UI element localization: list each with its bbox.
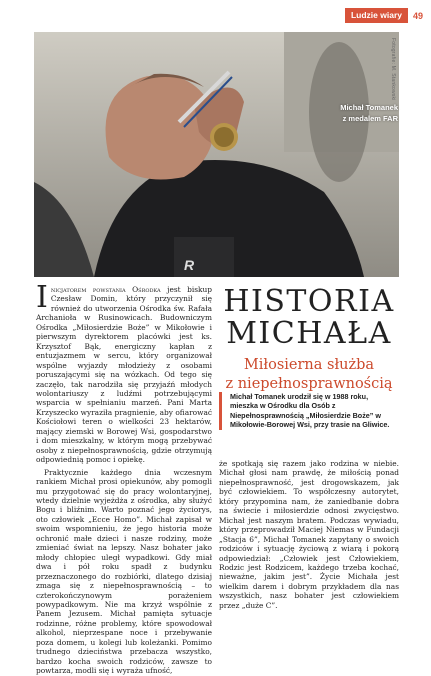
main-photo bbox=[34, 32, 399, 277]
photo-caption bbox=[308, 102, 398, 124]
pull-quote: Michał Tomanek urodził się w 1988 roku, mieszka w Ośrodku dla Osób z Niepełnosprawnością „Miłosierdzie Boże” w Mikołowie-Borowej Wsi, przy trasie na Gliwice. bbox=[219, 392, 397, 430]
paragraph-2: Praktycznie każdego dnia wczesnym rankiem Michał prosi opiekunów, aby pomogli mu przygotować się do pracy wolontaryjnej, wtedy dzielnie wyjeżdża z ośrodka, aby służyć Bogu i bliźnim. Warto poznać jego życiorys, oto człowiek „Ecce Homo”. Michał zapisał w swoim wspomnieniu, że jego historia może ochronić małe dzieci i nasze rodziny, może zmieniać świat na lepszy. Nasz bohater jako młody chłopiec uległ wypadkowi. Gdy miał dwa i pół roku spadł z budynku przeznaczonego do rozbiórki, dlatego dzisiaj zmaga się z niepełnosprawnością – to czterokończynowym porażeniem powypadkowym. Nie ma krzyż wspólnie z Panem Jezusem. Michał pamięta sytuacje rodzinne, różne problemy, które spowodował alkohol, nieprzespane noce i przebywanie poza domem, u kolegi lub koleżanki. Pomimo trudnego dzieciństwa przebacza wszystko, bardzo kocha swoich rodziców, zawsze to powtarza, modli się i wyraża ufność, bbox=[36, 467, 212, 676]
headline-subtitle-line-1: Miłosierna służba bbox=[243, 357, 375, 373]
article-headline bbox=[219, 286, 399, 394]
photo-illustration bbox=[34, 32, 399, 277]
headline-subtitle-line-2: z niepełnosprawnością bbox=[225, 376, 393, 392]
paragraph-1-text: jest biskup Czesław Domin, który przyczynił się również do utworzenia Ośrodka św. Rafała Archanioła w Rusinowicach. Budowniczym Ośrodka „Miłosierdzie Boże” w Mikołowie i pierwszym dyrektorem placówki jest ks. Krzysztof Bąk, energiczny kapłan z entuzjazmem w sercu, który organizował wspólne wyjazdy młodzieży z osobami poruszającymi się na wózkach. Od tego się zaczęło, tak narodziła się przyjaźń młodych wolontariuszy z ludźmi potrzebującymi wsparcia w spełnianiu marzeń. Pani Marta Krzyszecko wyraziła pragnienie, aby ofiarować Kościołowi teren o wielkości 23 hektarów, mający ziemski w Borowej Wsi, gospodarstwo i dom mieszkalny, w którym mogą przebywać osoby z niepełnosprawnością, gdzie otrzymują odpowiednią pomoc i opiekę. bbox=[36, 285, 212, 465]
headline-title-line-2: MICHAŁA bbox=[226, 316, 392, 351]
body-column-left bbox=[36, 280, 212, 676]
page-number: 49 bbox=[412, 10, 423, 21]
paragraph-3: że spotkają się razem jako rodzina w niebie. Michał głosi nam prawdę, że miłością ponad niepełnosprawność, jest drogowskazem, jak być człowiekiem. To współczesny autorytet, który przypomina nam, że zaniedbanie dobra na świecie i miłosierdzie odnosi zwycięstwo. Michał jest naszym bratem. Podczas wywiadu, który przeprowadził Maciej Niemas w Fundacji „Stacja 6”, Michał Tomanek zapytany o swoich rodziców i sytuację życiową z wiarą i pokorą odpowiedział: „Człowiek jest Człowiekiem, Rodzic jest Rodzicem, każdego trzeba kochać, nieważne, jakim jest”. Życie Michała jest wielkim darem i dobrym przykładem dla nas wszystkich, nasz bohater jest człowiekiem przez „duże C”. bbox=[219, 459, 399, 610]
caption-line-1: Michał Tomanek bbox=[340, 103, 398, 112]
caption-line-2: z medalem FAR bbox=[342, 114, 398, 123]
drop-cap: I bbox=[36, 280, 48, 315]
paragraph-1 bbox=[36, 280, 212, 465]
body-column-right bbox=[219, 459, 399, 610]
headline-title-line-1: HISTORIA bbox=[223, 284, 395, 319]
section-label: Ludzie wiary bbox=[345, 8, 408, 23]
photo-credit: Fotografie: M. Stankowski bbox=[390, 38, 396, 101]
svg-text:R: R bbox=[184, 257, 195, 273]
section-header bbox=[345, 8, 423, 23]
paragraph-1-lead: nicjatorem powstania Ośrodka bbox=[50, 285, 161, 294]
